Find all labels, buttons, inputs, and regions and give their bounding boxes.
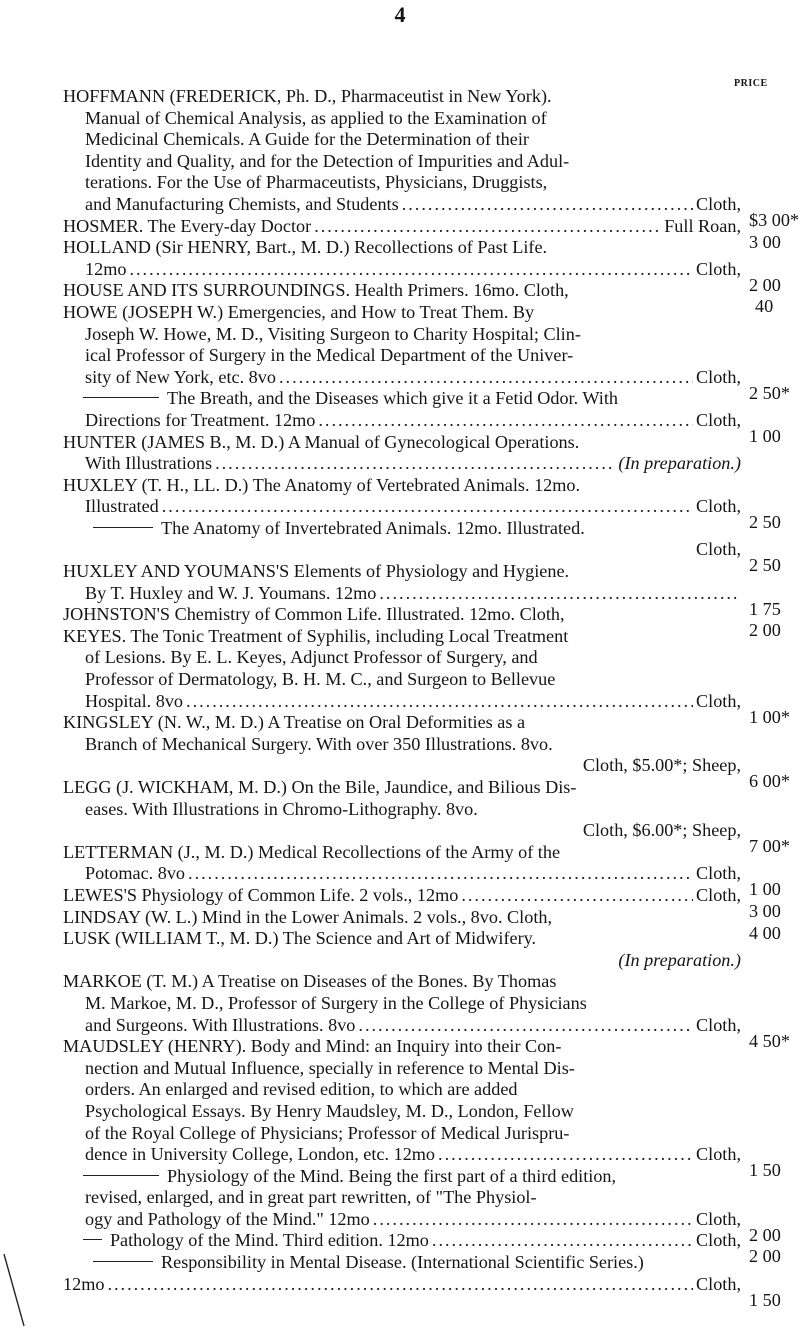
price: 6 00* [749,771,790,792]
binding: Cloth, [696,1230,741,1251]
binding: Cloth, [696,496,741,517]
ditto-rule [93,1261,153,1262]
binding: Cloth, [696,409,741,430]
entry-line: HUNTER (JAMES B., M. D.) A Manual of Gynecological Operations. [63,431,580,452]
entry-line: Manual of Chemical Analysis, as applied to the Examination of [85,107,547,128]
entry-line: Medicinal Chemicals. A Guide for the Determination of their [85,129,529,150]
binding: Cloth, $6.00*; Sheep, [582,820,741,841]
entry-line: Branch of Mechanical Surgery. With over 350 Illustrations. 8vo. [85,733,553,754]
binding: (In preparation.) [618,453,741,474]
leader-dots [318,410,693,432]
entry-line: KINGSLEY (N. W., M. D.) A Treatise on Oral Deformities as a [63,712,526,733]
page-number: 4 [394,2,406,27]
price: 3 00 [749,231,781,252]
binding: Cloth, [696,863,741,884]
entry-line: MAUDSLEY (HENRY). Body and Mind: an Inquiry into their Con- [63,1036,562,1057]
binding: Cloth, [696,1273,741,1294]
binding: Cloth, [696,1144,741,1165]
leader-dots [107,1274,693,1296]
price: 40 [755,296,774,317]
binding: Cloth, [696,1208,741,1229]
entry-line: Directions for Treatment. 12mo [85,409,316,430]
price: 1 00 [749,425,781,446]
entry-line: terations. For the Use of Pharmaceutists, Physicians, Druggists, [85,172,548,193]
leader-dots [215,453,615,475]
entry-line: 12mo [63,1273,105,1294]
leader-dots [373,1209,693,1231]
leader-dots [402,194,693,216]
entry-line: Hospital. 8vo [85,690,184,711]
price: 4 50* [749,1030,790,1051]
binding: Cloth, [696,1014,741,1035]
entry-line: HOWE (JOSEPH W.) Emergencies, and How to Treat Them. By [63,301,535,322]
leader-dots [438,1144,693,1166]
price: 2 50 [749,512,781,533]
binding: Cloth, [696,690,741,711]
price: 2 50 [749,555,781,576]
entry-line: KEYES. The Tonic Treatment of Syphilis, including Local Treatment [63,625,569,646]
leader-dots [358,1015,693,1037]
entry-line: M. Markoe, M. D., Professor of Surgery in the College of Physicians [85,992,587,1013]
price: 2 50* [749,382,790,403]
leader-dots [129,259,693,281]
entry-line: LEWES'S Physiology of Common Life. 2 vols., 12mo [63,884,459,905]
binding: Cloth, [696,539,741,560]
binding: Cloth, [696,193,741,214]
binding: Full Roan, [664,215,741,236]
catalog-entry [63,432,741,475]
price: 1 50 [749,1289,781,1310]
entry-line: JOHNSTON'S Chemistry of Common Life. Illustrated. 12mo. Cloth, [63,604,565,625]
ditto-rule [83,1175,159,1176]
binding: Cloth, [696,884,741,905]
leader-dots [314,216,661,238]
entry-line: revised, enlarged, and in great part rewritten, of "The Physiol- [85,1187,537,1208]
entry-line: Joseph W. Howe, M. D., Visiting Surgeon to Charity Hospital; Clin- [85,323,581,344]
entry-line: LUSK (WILLIAM T., M. D.) The Science and Art of Midwifery. [63,928,537,949]
entry-price-line [63,453,741,475]
margin-stroke [0,1250,30,1330]
entry-line: Physiology of the Mind. Being the first part of a third edition, [167,1165,617,1186]
leader-dots [162,496,693,518]
leader-dots [188,863,693,885]
entry-line: ical Professor of Surgery in the Medical Department of the Univer- [85,345,574,366]
entry-line: HOLLAND (Sir HENRY, Bart., M. D.) Recollections of Past Life. [63,237,548,258]
entry-line: orders. An enlarged and revised edition, to which are added [85,1079,518,1100]
price: 3 00 [749,900,781,921]
entry-line: eases. With Illustrations in Chromo-Lithography. 8vo. [85,798,478,819]
entry-line: MARKOE (T. M.) A Treatise on Diseases of the Bones. By Thomas [63,971,557,992]
entry-line: Potomac. 8vo [85,863,186,884]
entry-line: The Breath, and the Diseases which give it a Fetid Odor. With [167,388,618,409]
entry-line: HUXLEY AND YOUMANS'S Elements of Physiology and Hygiene. [63,561,570,582]
binding: Cloth, [696,258,741,279]
entry-price-line [63,950,741,972]
entry-line: Illustrated [85,496,159,517]
leader-dots [186,691,693,713]
book-catalog [63,86,800,1310]
leader-dots [432,1230,693,1252]
entry-line: sity of New York, etc. 8vo [85,366,276,387]
price: 7 00* [749,836,790,857]
price-column-header: PRICE [734,78,768,89]
price: 4 00 [749,922,781,943]
entry-line: Pathology of the Mind. Third edition. 12mo [109,1230,429,1251]
ditto-rule [83,1239,102,1240]
price: 2 00 [749,1224,781,1245]
entry-line: of Lesions. By E. L. Keyes, Adjunct Professor of Surgery, and [85,647,538,668]
entry-line: HOSMER. The Every-day Doctor [63,215,312,236]
entry-line: The Anatomy of Invertebrated Animals. 12mo. Illustrated. [161,517,585,538]
leader-dots [279,367,693,389]
leader-dots [379,583,738,605]
entry-line: ogy and Pathology of the Mind." 12mo [85,1208,370,1229]
entry-line: dence in University College, London, etc. 12mo [85,1144,436,1165]
price: 2 00 [749,620,781,641]
binding: Cloth, [696,366,741,387]
entry-line: Professor of Dermatology, B. H. M. C., and Surgeon to Bellevue [85,669,556,690]
price: 1 00 [749,879,781,900]
entry-line: LETTERMAN (J., M. D.) Medical Recollections of the Army of the [63,841,561,862]
entry-line: of the Royal College of Physicians; Professor of Medical Jurispru- [85,1122,570,1143]
entry-line: With Illustrations [85,453,213,474]
price: 1 00* [749,706,790,727]
entry-line: and Manufacturing Chemists, and Students [85,193,399,214]
binding: (In preparation.) [618,949,741,970]
price: 1 75 [749,598,781,619]
entry-line: HOFFMANN (FREDERICK, Ph. D., Pharmaceutist in New York). [63,86,552,106]
entry-line: Identity and Quality, and for the Detection of Impurities and Adul- [85,150,570,171]
price: 1 50 [749,1160,781,1181]
ditto-rule [93,527,153,528]
entry-line: nection and Mutual Influence, specially in reference to Mental Dis- [85,1057,575,1078]
entry-line: Psychological Essays. By Henry Maudsley, M. D., London, Fellow [85,1100,574,1121]
price: $3 00* [749,209,800,230]
price: 2 00 [749,274,781,295]
entry-line: HUXLEY (T. H., LL. D.) The Anatomy of Vertebrated Animals. 12mo. [63,474,581,495]
entry-price-line [63,1273,781,1310]
catalog-entry [63,928,741,971]
price: 2 00 [749,1246,781,1267]
binding: Cloth, $5.00*; Sheep, [582,755,741,776]
entry-line: Responsibility in Mental Disease. (International Scientific Series.) [161,1252,644,1273]
entry-line: LINDSAY (W. L.) Mind in the Lower Animals. 2 vols., 8vo. Cloth, [63,906,553,927]
ditto-rule [83,397,159,398]
entry-line: By T. Huxley and W. J. Youmans. 12mo [85,582,377,603]
entry-line: HOUSE AND ITS SURROUNDINGS. Health Primers. 16mo. Cloth, [63,280,569,301]
entry-line: and Surgeons. With Illustrations. 8vo [85,1014,356,1035]
entry-line: 12mo [85,258,127,279]
leader-dots [461,885,693,907]
entry-line: LEGG (J. WICKHAM, M. D.) On the Bile, Jaundice, and Bilious Dis- [63,777,577,797]
